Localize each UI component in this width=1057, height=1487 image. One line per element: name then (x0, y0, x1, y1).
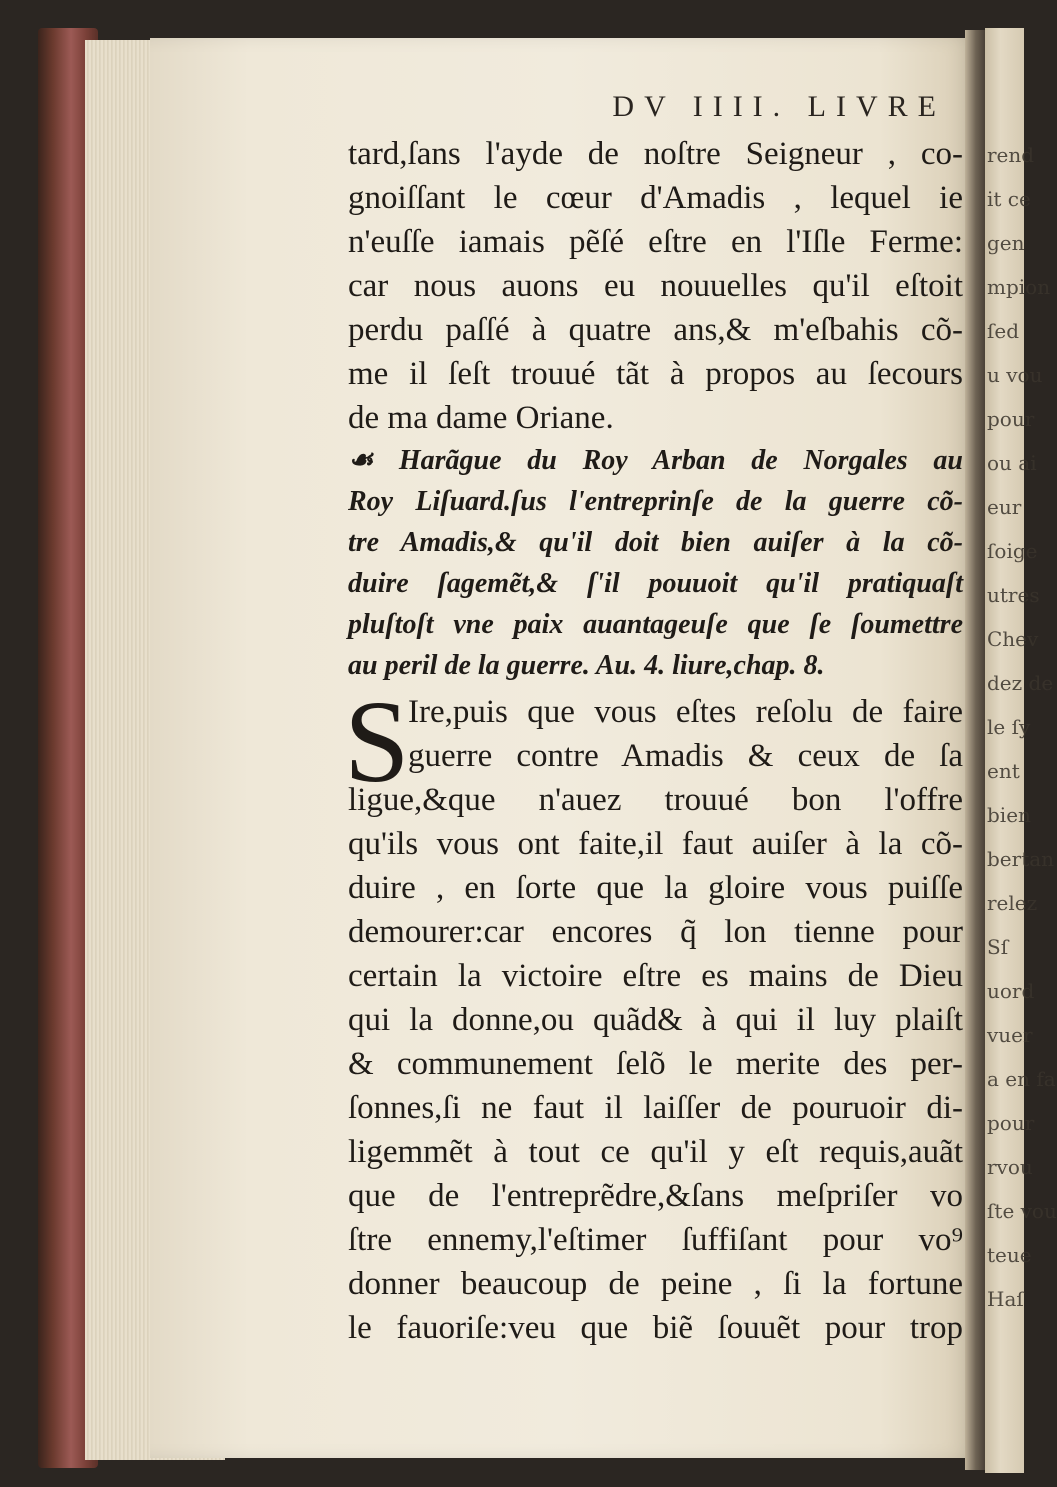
body-text (348, 132, 968, 440)
facing-page-fragment: Sſ (987, 935, 1009, 959)
text-line: demourer:car encores q̃ lon tienne pour (348, 914, 963, 950)
facing-page-fragment: pour (987, 1111, 1035, 1135)
text-line: n'euſſe iamais pẽſé eſtre en l'Iſle Ferme: (348, 224, 963, 260)
text-line: & communement ſelõ le merite des per- (348, 1046, 963, 1082)
text-line: qui la donne,ou quãd& à qui il luy plaiſt (348, 1002, 963, 1038)
facing-page-fragment: vuer (987, 1023, 1033, 1047)
text-line: duire , en ſorte que la gloire vous puiſſe (348, 870, 963, 906)
text-line: perdu paſſé à quatre ans,& m'eſbahis cõ- (348, 312, 963, 348)
facing-page-fragment: ſoige (987, 539, 1038, 563)
facing-page-fragment: Haſ (987, 1287, 1024, 1311)
paragraph (344, 676, 968, 1350)
page-text-block (344, 82, 968, 1350)
text-line: guerre contre Amadis & ceux de ſa (408, 738, 963, 774)
facing-page-fragment: le ſy (987, 715, 1031, 739)
facing-page-fragment: eur (987, 495, 1022, 519)
facing-page-fragment: pour (987, 407, 1035, 431)
facing-page-fragment: mpion (987, 275, 1051, 299)
facing-page-fragment: ou ai (987, 451, 1037, 475)
text-line: duire ſagemẽt,& ſ'il pouuoit qu'il pratiquaſt (348, 568, 963, 599)
facing-page-fragment: gen (987, 231, 1025, 255)
facing-page-fragment: teue (987, 1243, 1032, 1267)
text-line: que de l'entreprẽdre,&ſans meſpriſer vo (348, 1178, 963, 1214)
running-head: DV IIII. LIVRE (612, 90, 946, 123)
text-line: Ire,puis que vous eſtes reſolu de faire (408, 694, 963, 730)
text-line: ligemmẽt à tout ce qu'il y eſt requis,auãt (348, 1134, 963, 1170)
facing-page-fragment: utres (987, 583, 1040, 607)
text-line: ligue,&que n'auez trouué bon l'offre (348, 782, 963, 818)
text-line: ſonnes,ſi ne faut il laiſſer de pouruoir di- (348, 1090, 963, 1126)
text-line: car nous auons eu nouuelles qu'il eſtoit (348, 268, 963, 304)
facing-page-fragment: ſte vou (987, 1199, 1057, 1223)
text-line: ſtre ennemy,l'eſtimer ſuffiſant pour vo⁹ (348, 1222, 963, 1258)
facing-page-fragment: ent (987, 759, 1020, 783)
text-line: tard,ſans l'ayde de noſtre Seigneur , co- (348, 136, 963, 172)
text-line: le fauoriſe:veu que biẽ ſouuẽt pour trop (348, 1310, 963, 1346)
facing-page-fragment: rvou (987, 1155, 1033, 1179)
chapter-heading (348, 440, 968, 686)
facing-page-fragment: it ce (987, 187, 1031, 211)
facing-page-fragment: rend (987, 143, 1035, 167)
facing-page-fragment: dez de (987, 671, 1054, 695)
facing-page-fragment: uord (987, 979, 1035, 1003)
text-line: ☙ Harãgue du Roy Arban de Norgales au (348, 445, 963, 476)
facing-page-fragment: relez (987, 891, 1038, 915)
text-line: de ma dame Oriane. (348, 400, 614, 436)
facing-page-fragment: u vou (987, 363, 1043, 387)
facing-page-fragment: ſed (987, 319, 1020, 343)
facing-page-edge (985, 28, 1057, 1473)
text-line: tre Amadis,& qu'il doit bien auiſer à la cõ- (348, 527, 963, 558)
facing-page-fragment: a en fa (987, 1067, 1056, 1091)
text-line: au peril de la guerre. Au. 4. liure,chap. 8. (348, 650, 825, 681)
facing-page-fragment: bertan (987, 847, 1055, 871)
drop-cap: S (344, 676, 410, 807)
facing-page-fragment: Chev (987, 627, 1039, 651)
text-line: gnoiſſant le cœur d'Amadis , lequel ie (348, 180, 963, 216)
text-line: me il ſeſt trouué tãt à propos au ſecours (348, 356, 963, 392)
text-line: pluſtoſt vne paix auantageuſe que ſe ſoumettre (348, 609, 963, 640)
facing-page-fragment: bien (987, 803, 1031, 827)
text-line: certain la victoire eſtre es mains de Dieu (348, 958, 963, 994)
text-line: Roy Liſuard.ſus l'entreprinſe de la guerre cõ- (348, 486, 963, 517)
text-line: qu'ils vous ont faite,il faut auiſer à la cõ- (348, 826, 963, 862)
text-line: donner beaucoup de peine , ſi la fortune (348, 1266, 963, 1302)
